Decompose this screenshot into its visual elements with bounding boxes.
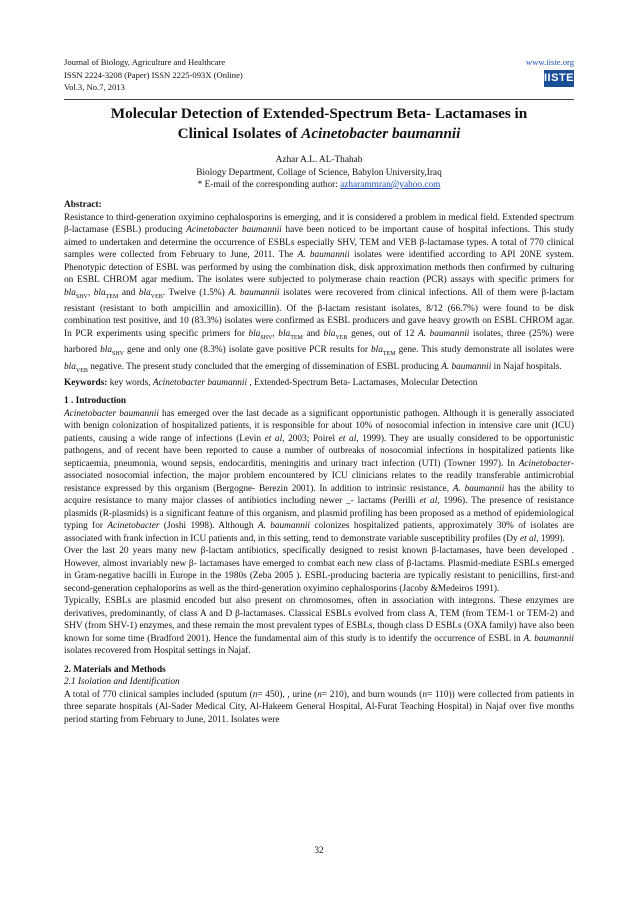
methods-paragraph: A total of 770 clinical samples included (sputum (n= 450), , urine (n= 210), and burn wounds (n= 110)) were collected from patients in three separate hospitals (Al-Sader Medical City, Al-Hakeem General Hospital, Al-Furat Teaching Hospital) in Najaf over five months period starting from February to June, 2011. Isolates were xyxy=(64,689,574,725)
title-line-2 xyxy=(64,124,574,144)
author-block xyxy=(64,154,574,192)
intro-paragraph-2: Over the last 20 years many new β-lactam antibiotics, specifically designed to resist known β-lactamases, have been developed . However, almost invariably new β- lactamases have emerged to combat each new class of β-lactams. Plasmid-mediate ESBLs emerged in Gram-negative bacilli in Europe in the 1980s (Zeba 2005 ). ESBL-producing bacteria are typically resistant to penicillins, first-and second-generation cephaloporins as well as the third-generation oxyimino cephalosporins (Jacoby &Medeiros 1991). xyxy=(64,546,574,594)
header-rule xyxy=(64,99,574,100)
email-label: * E-mail of the corresponding author: xyxy=(197,180,341,190)
intro-paragraph-1: Acinetobacter baumannii has emerged over the last decade as a significant opportunistic pathogen. Although it is generally associated with benign colonization of hospitalized patients, it is responsible for about 10% of nosocomial infection in intensive care unit (ICU) patients, causing a wide range of infections (Levin et al, 2003; Poirel et al, 1999). They are usually considered to be opportunistic pathogens, and of recent have been reported to cause a number of outbreaks of nosocomial infections in hospitalized patients like septicaemia, pneumonia, wound sepsis, endocarditis, meningitis and urinary tract infection (UTI) (Towner 1997). In Acinetobacter-associated nosocomial infection, the major problem encountered by ICU clinicians relates to the readily transferable antimicrobial resistance expressed by this organism (Bergogne- Berezin 2001). In addition to intrinsic resistance, A. baumannii has the ability to acquire resistance to many major classes of antibiotics including newer _- lactams (Perilli et al, 1996). The presence of resistance plasmids (R-plasmids) is a significant feature of this organism, and plasmid profiling has been proposed as a method of epidemiological typing for Acinetobacter (Joshi 1998). Although A. baumannii colonizes hospitalized patients, approximately 30% of isolates are associated with frank infection in ICU patients and, in this setting, tend to demonstrate variable susceptibility profiles (Dy et al, 1999). xyxy=(64,408,575,544)
title-text: Clinical Isolates of xyxy=(177,125,302,142)
title-species: Acinetobacter baumannii xyxy=(301,125,461,142)
keywords-line: Keywords: key words, Acinetobacter baumannii , Extended-Spectrum Beta- Lactamases, Molecular Detection xyxy=(64,377,478,388)
running-header xyxy=(64,56,574,94)
logo-text: IISTE xyxy=(544,70,574,87)
journal-website-link[interactable]: www.iiste.org xyxy=(526,57,574,67)
iiste-logo xyxy=(544,70,574,94)
page-number: 32 xyxy=(314,846,324,856)
title-line-1: Molecular Detection of Extended-Spectrum Beta- Lactamases in xyxy=(110,105,528,122)
journal-name: Journal of Biology, Agriculture and Healthcare xyxy=(64,57,226,67)
author-affiliation: Biology Department, Collage of Science, Babylon University,Iraq xyxy=(196,167,442,178)
paper-title xyxy=(64,104,574,144)
abstract-heading: Abstract: xyxy=(64,200,102,210)
author-name: Azhar A.L. AL-Thahab xyxy=(275,155,363,165)
author-email-line xyxy=(64,179,574,192)
intro-paragraph-3: Typically, ESBLs are plasmid encoded but also present on chromosomes, often in association with integrons. These enzymes are derivatives, predominantly, of class A and D β-lactamases. Classical ESBLs evolved from class A, TEM (from TEM-1 or TEM-2) and SHV (from SHV-1) enzymes, and these remain the most prevalent types of ESBLs, though class D ESBLs (OXA family) have also been known for some time (Bradford 2001). Hence the fundamental aim of this study is to identify the occurrence of ESBL in A. baumannii isolates recovered from Hospital settings in Najaf. xyxy=(64,596,574,657)
volume-line: Vol.3, No.7, 2013 xyxy=(64,82,125,92)
keywords-label: Keywords: xyxy=(64,377,108,388)
author-email-link[interactable]: azharammran@yahoo.com xyxy=(340,180,441,190)
issn-line: ISSN 2224-3208 (Paper) ISSN 2225-093X (Online) xyxy=(64,69,243,80)
intro-heading: 1 . Introduction xyxy=(64,396,127,407)
methods-subheading: 2.1 Isolation and Identification xyxy=(64,677,180,688)
paper-body xyxy=(64,199,574,726)
abstract-text: Resistance to third-generation oxyimino cephalosporins is emerging, and it is considered a problem in medical field. Extended spectrum β-lactamase (ESBL) producing Acinetobacter baumannii have been noticed to be important cause of hospital infections. This study aimed to undertaken and determine the occurrence of ESBLs especially SHV, TEM and VEB β-lactamase types. A total of 770 clinical samples were collected from February to June, 2011. The A. baumannii isolates were identified according to API 20NE system. Phenotypic detection of ESBL was performed by using the combination disk, disk approximation methods then confirmed by culturing on ESBL CHROM agar medium. The isolates were subjected to polymerase chain reaction (PCR) assays with specific primers for bla$_{SHV}$, bla$_{TEM}$ and bla$_{VEB}$. Twelve (1.5%) A. baumannii isolates were recovered from clinical infections. All of them were β-lactam resistant (resistant to both ampicillin and amoxicillin). Of the β-lactam resistant isolates, 8/12 (66.7%) were found to be disk combination test positive, and 10 (83.3%) isolates were confirmed as ESBL producers and gave heavy growth on ESBL CHROM agar. In PCR experiments using specific primers for bla$_{SHV}$, bla$_{TEM}$ and bla$_{VEB}$ genes, out of 12 A. baumannii isolates, three (25%) were harbored bla$_{SHV}$ gene and only one (8.3%) isolate gave positive PCR results for bla$_{TEM}$ gene. This study demonstrate all isolates were bla$_{VEB}$ negative. The present study concluded that the emerging of dissemination of ESBL producing A. baumannii in Najaf hospitals. xyxy=(64,212,575,374)
methods-heading: 2. Materials and Methods xyxy=(64,664,166,675)
